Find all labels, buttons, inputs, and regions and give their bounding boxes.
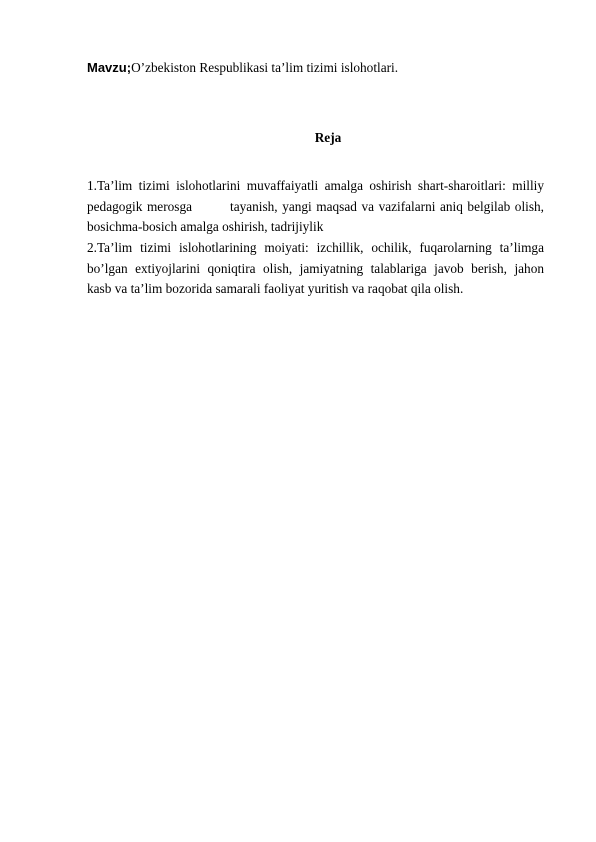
topic-text: O’zbekiston Respublikasi ta’lim tizimi islohotlari. [131, 60, 399, 75]
plan-item-1-line-2 [87, 197, 544, 218]
plan-item-1-line-3: bosichma-bosich amalga oshirish, tadrijiylik [87, 219, 324, 234]
plan-item-1 [87, 176, 544, 238]
plan-item-2-line-2: bo’lgan extiyojlarini qoniqtira olish, jamiyatning talablariga javob berish, jahon [87, 260, 544, 276]
plan-item-1-line-2-start: pedagogik merosga [87, 198, 192, 214]
topic-line [87, 59, 547, 77]
plan-item-2-line-1: 2.Ta’lim tizimi islohotlarining moiyati: izchillik, ochilik, fuqarolarning ta’limga [87, 240, 544, 255]
plan-item-1-line-1: 1.Ta’lim tizimi islohotlarini muvaffaiyatli amalga oshirish shart-sharoitlari: milliy [87, 178, 544, 193]
plan-item-2-line-3: kasb va ta’lim bozorida samarali faoliyat yuritish va raqobat qila olish. [87, 281, 464, 296]
plan-item-2 [87, 238, 544, 300]
plan-heading: Reja [314, 130, 342, 145]
topic-label: Mavzu; [87, 60, 132, 75]
plan-item-1-line-2-end: tayanish, yangi maqsad va vazifalarni aniq belgilab olish, [230, 198, 544, 214]
